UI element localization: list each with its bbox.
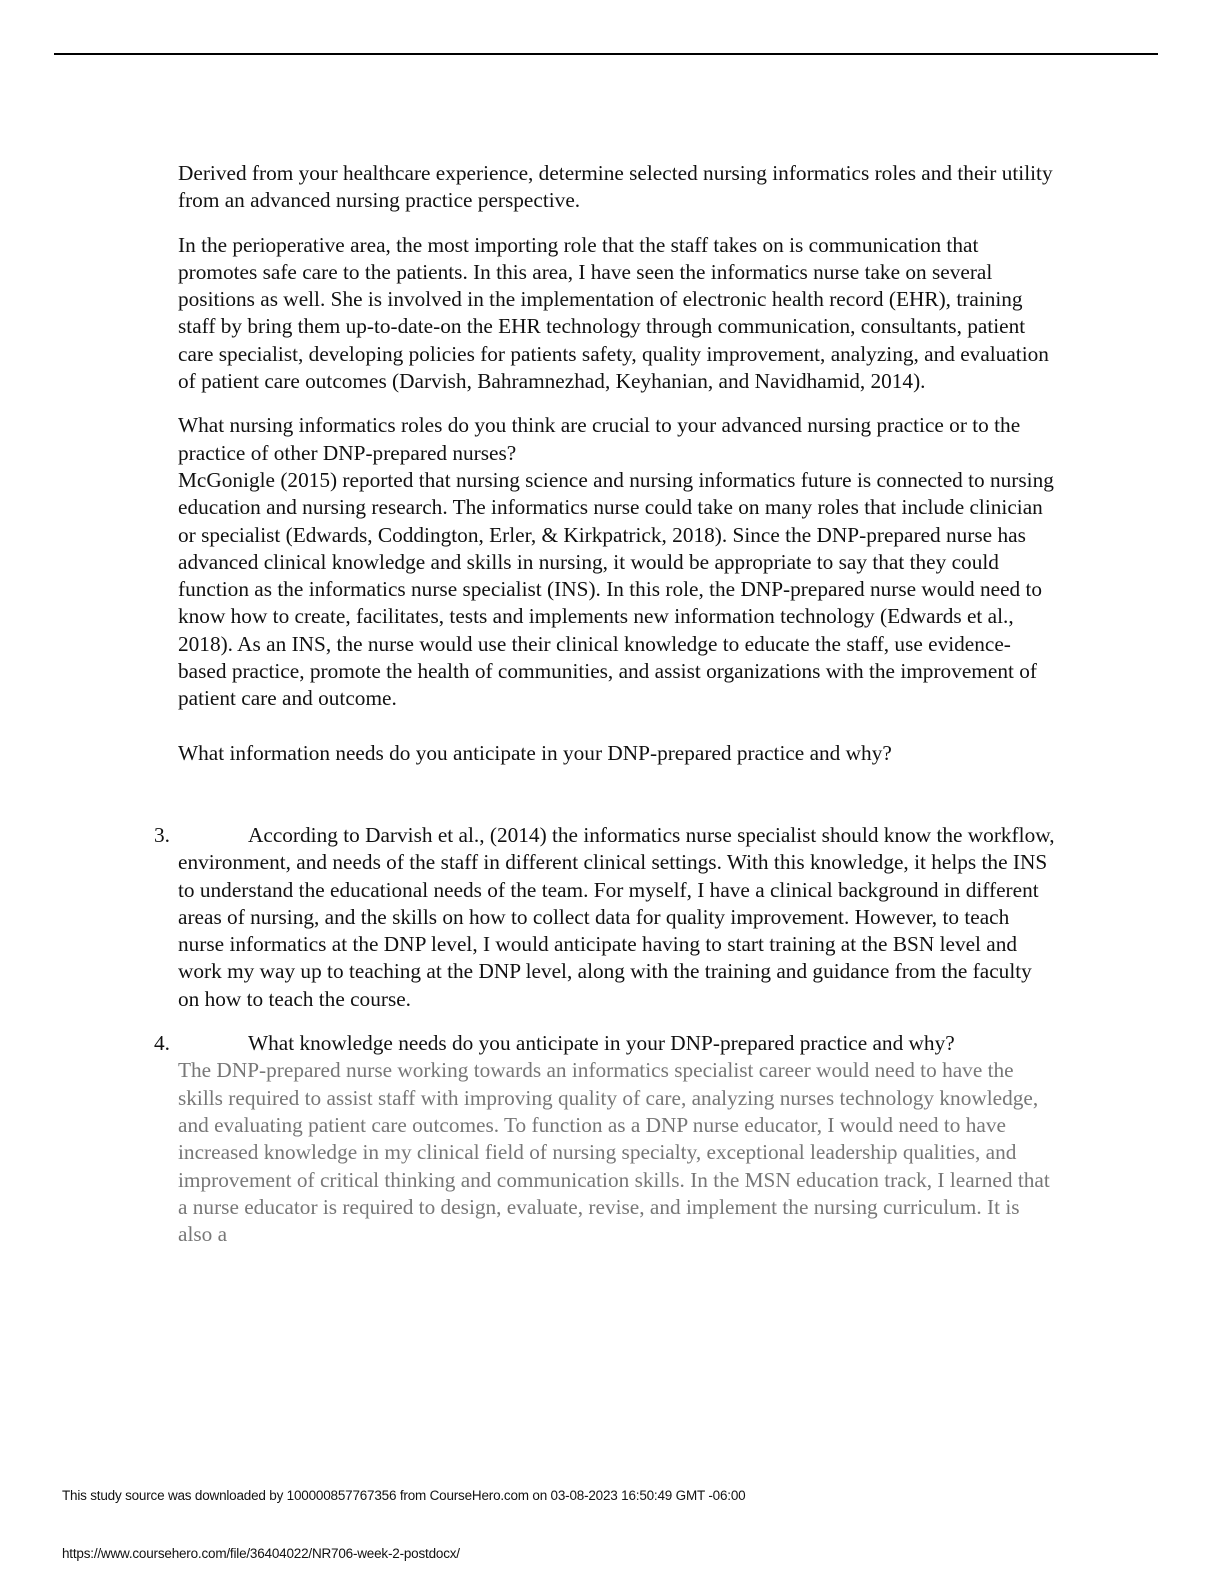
- list-item-4: [154, 1030, 1058, 1057]
- question-information-needs: What information needs do you anticipate in your DNP-prepared practice and why?: [178, 740, 892, 765]
- list-item-text: What knowledge needs do you anticipate in your DNP-prepared practice and why?: [248, 1031, 955, 1056]
- list-number: 4.: [154, 1031, 170, 1056]
- header-rule: [54, 53, 1158, 55]
- question-roles-utility: Derived from your healthcare experience, determine selected nursing informatics roles and their utility from an advanced nursing practice perspective.: [178, 161, 1053, 213]
- list-item-3: [154, 822, 1058, 1013]
- answer-crucial-roles: McGonigle (2015) reported that nursing science and nursing informatics future is connected to nursing education and nursing research. The informatics nurse could take on many roles that include clinician or specialist (Edwards, Coddington, Erler, & Kirkpatrick, 2018). Since the DNP-prepared nurse has advanced clinical knowledge and skills in nursing, it would be appropriate to say that they could function as the informatics nurse specialist (INS). In this role, the DNP-prepared nurse would need to know how to create, facilitates, tests and implements new information technology (Edwards et al., 2018). As an INS, the nurse would use their clinical knowledge to educate the staff, use evidence-based practice, promote the health of communities, and assist organizations with the improvement of patient care and outcome.: [178, 467, 1054, 711]
- answer-perioperative: In the perioperative area, the most importing role that the staff takes on is communication that promotes safe care to the patients. In this area, I have seen the informatics nurse take on several positions as well. She is involved in the implementation of electronic health record (EHR), training staff by bring them up-to-date-on the EHR technology through communication, consultants, patient care specialist, developing policies for patients safety, quality improvement, analyzing, and evaluation of patient care outcomes (Darvish, Bahramnezhad, Keyhanian, and Navidhamid, 2014).: [178, 232, 1049, 394]
- list-number: 3.: [154, 822, 170, 847]
- spacer: [178, 713, 1058, 740]
- question-crucial-roles: What nursing informatics roles do you think are crucial to your advanced nursing practice or to the practice of other DNP-prepared nurses?: [178, 413, 1021, 465]
- spacer: [178, 767, 1058, 822]
- source-url[interactable]: https://www.coursehero.com/file/36404022/NR706-week-2-postdocx/: [62, 1546, 460, 1561]
- download-notice: This study source was downloaded by 100000857767356 from CourseHero.com on 03-08-2023 16:50:49 GMT -06:00: [62, 1488, 746, 1503]
- document-body: [154, 160, 1058, 1248]
- list-item-text: According to Darvish et al., (2014) the informatics nurse specialist should know the workflow, environment, and needs of the staff in different clinical settings. With this knowledge, it helps the INS to understand the educational needs of the team. For myself, I have a clinical background in different areas of nursing, and the skills on how to collect data for quality improvement. However, to teach nurse informatics at the DNP level, I would anticipate having to start training at the BSN level and work my way up to teaching at the DNP level, along with the training and guidance from the faculty on how to teach the course.: [178, 822, 1055, 1011]
- answer-knowledge-needs: The DNP-prepared nurse working towards an informatics specialist career would need to have the skills required to assist staff with improving quality of care, analyzing nurses technology knowledge, and evaluating patient care outcomes. To function as a DNP nurse educator, I would need to have increased knowledge in my clinical field of nursing specialty, exceptional leadership qualities, and improvement of critical thinking and communication skills. In the MSN education track, I learned that a nurse educator is required to design, evaluate, revise, and implement the nursing curriculum. It is also a: [178, 1058, 1050, 1247]
